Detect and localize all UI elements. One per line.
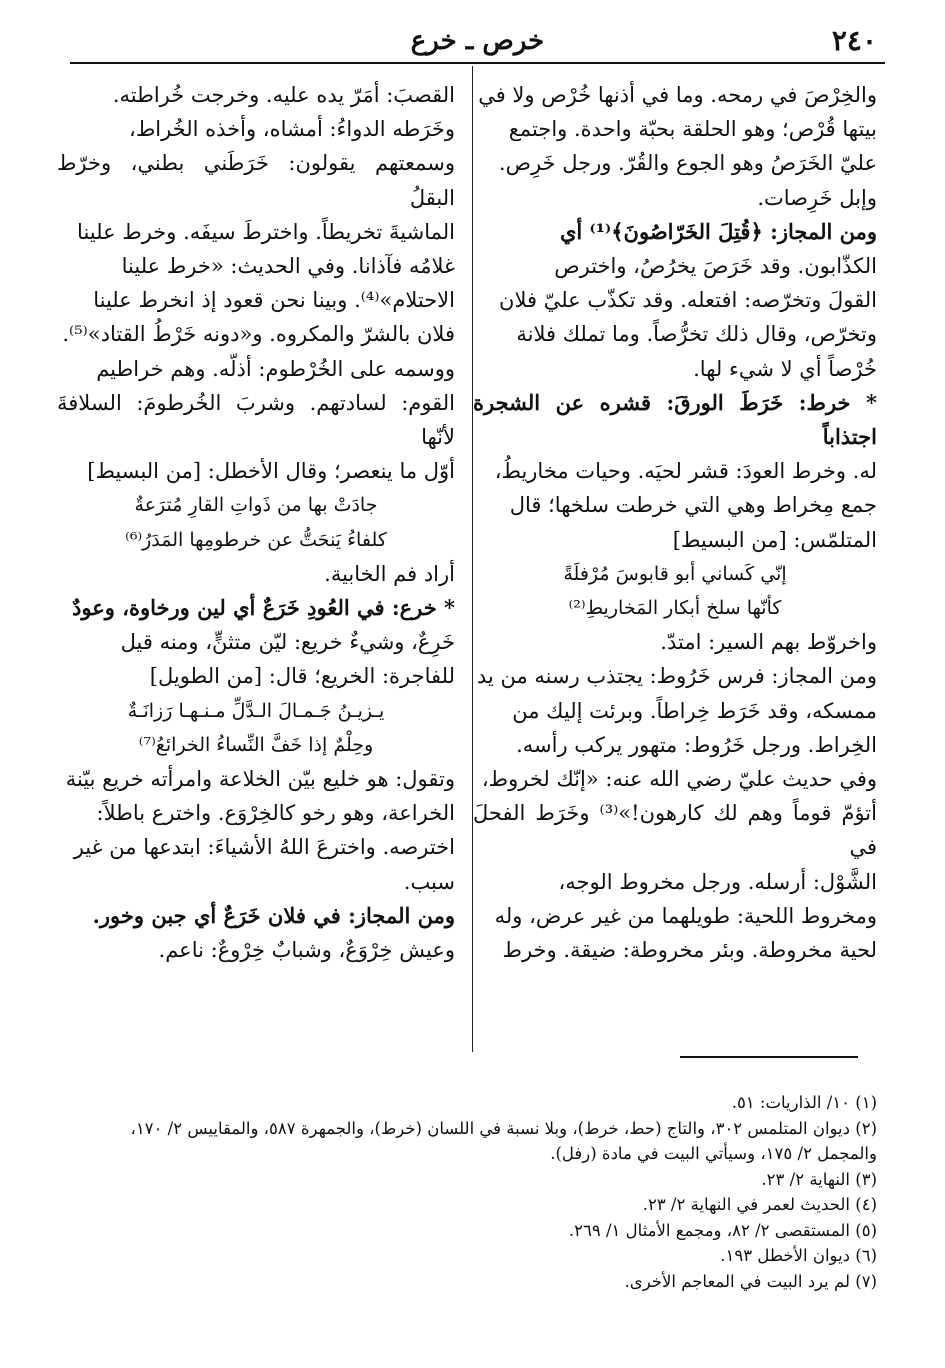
text-line: وسمعتهم يقولون: خَرَطَني بطني، وخرّط البقلُ [57, 151, 455, 210]
running-title: خرص ـ خرع [410, 26, 545, 56]
footnote: (٧) لم يرد البيت في المعاجم الأخرى. [624, 1271, 877, 1291]
footnote: (١) ١٠/ الذاريات: ٥١. [731, 1093, 877, 1112]
header-rule [70, 62, 885, 64]
text-line: غلامُه فآذانا. وفي الحديث: «خرط علينا [121, 254, 455, 279]
entry-heading: * خرع: في العُودِ خَرَعٌ أي لين ورخاوة، وعودٌ [72, 595, 455, 621]
text-line: وإبل خَرِصات. [757, 185, 877, 210]
text-line: أراد فم الخابية. [324, 561, 455, 586]
text-line: القصبَ: أمَرّ يده عليه. وخرجت خُراطته. [112, 83, 455, 107]
text-line: وفي حديث عليّ رضي الله عنه: «إنّك لخروط، [481, 767, 877, 792]
text-line: وتخرّص، وقال ذلك تخرُّصاً. وما تملك فلانة [516, 322, 877, 347]
text-line: واخروّط بهم السير: امتدّ. [660, 630, 877, 655]
text-line: ومن المجاز: ﴿قُتِلَ الخَرّاصُونَ﴾⁽¹⁾ أي [559, 218, 877, 244]
footnote: (٤) الحديث لعمر في النهاية ٢/ ٢٣. [642, 1195, 877, 1214]
text-line: ومخروط اللحية: طويلهما من غير عرض، وله [494, 903, 877, 928]
text-line: لحية مخروطة. وبئر مخروطة: ضيقة. وخرط [502, 938, 877, 963]
text-line: القولَ وتخرّصه: افتعله. وقد تكذّب عليّ فلان [499, 288, 877, 313]
verse-line: وحِلْمٌ إذا خَفَّ النِّساءُ الخرائعُ⁽⁷⁾ [138, 733, 374, 756]
text-line: ممسكه، وقد خَرَط خِراطاً. وبرئت إليك من [512, 698, 877, 723]
text-line: بيتها قُرْص؛ وهو الحلقة بحبّة واحدة. واجتمع [508, 117, 877, 142]
page-header [70, 14, 885, 62]
text-line: جمع مِخراط وهي التي خرطت سلخها؛ قال [509, 493, 877, 518]
text-line: والخِرْصَ في رمحه. وما في أذنها خُرْص ولا في [478, 83, 877, 107]
text-line: خَرِعٌ، وشيءٌ خريع: ليّن متثنٍّ، ومنه قيل [120, 630, 455, 655]
verse-line: كلفاءُ يَنحَتُّ عن خرطومِها المَدَرُ⁽⁶⁾ [125, 528, 387, 551]
footnote-rule [680, 1056, 858, 1058]
text-line: الماشيةَ تخريطاً. واخترطَ سيفَه. وخرط علينا [77, 219, 455, 244]
text-line: الكذّابون. وقد خَرَصَ يخرُصُ، واخترص [554, 254, 877, 279]
text-line: وخَرَطه الدواءُ: أمشاه، وأخذه الخُراط، [129, 117, 455, 142]
right-column [473, 78, 877, 1038]
text-line: للفاجرة: الخريع؛ قال: [من الطويل] [149, 664, 455, 689]
column-divider [472, 66, 473, 1052]
text-line: الخراعة، وهو رخو كالخِرْوَع. واخترع باطلاً: [96, 801, 455, 826]
left-column [57, 78, 455, 1038]
text-line: ومن المجاز: في فلان خَرَعٌ أي جبن وخور. [92, 902, 455, 928]
text-line: سبب. [403, 869, 455, 894]
text-line: فلان بالشرّ والمكروه. و«دونه خَرْطُ القتاد»⁽⁵⁾. [62, 322, 455, 347]
text-line: الخِراط. ورجل خَرُوط: متهور يركب رأسه. [516, 732, 877, 757]
text-line: وتقول: هو خليع بيّن الخلاعة وامرأته خريع بيّنة [65, 767, 455, 792]
verse-line: إنّي كَساني أبو قابوسَ مُرْفلَةً [563, 562, 787, 585]
footnote: (٦) ديوان الأخطل ١٩٣. [720, 1246, 877, 1265]
entry-heading: * خرط: خَرَطَ الورقَ: قشره عن الشجرة اجتذاباً [473, 389, 877, 450]
text-line: له. وخرط العودَ: قشر لحيَه. وحيات مخاريطُ، [494, 459, 877, 484]
text-line: عليّ الخَرَصُ وهو الجوع والقُرّ. ورجل خَرِص. [498, 151, 877, 176]
text-line: اخترصه. واخترعَ اللهُ الأشياءَ: ابتدعها من غير [73, 835, 455, 860]
text-line: أتؤمّ قوماً وهم لك كارهون!»⁽³⁾ وخَرَط الفحلَ في [473, 801, 877, 860]
verse-line: يـزيـنُ جَـمـالَ الـدَّلِّ مـنـهـا رَزانَـةٌ [127, 699, 385, 722]
footnote: (٣) النهاية ٢/ ٢٣. [761, 1169, 877, 1189]
text-line: وعيش خِرْوَعٌ، وشبابٌ خِرْوعٌ: ناعم. [158, 938, 455, 963]
footnote: والمجمل ٢/ ١٧٥، وسيأتي البيت في مادة (رفل). [550, 1144, 877, 1163]
text-line: خُرْصاً أي لا شيء لها. [693, 356, 877, 381]
footnote: (٢) ديوان المتلمس ٣٠٢، والتاج (حط، خرط)، وبلا نسبة في اللسان (خرط)، والجمهرة ٥٨٧، والمقاييس ٢/ ١٧٠، [130, 1118, 877, 1138]
text-line: ومن المجاز: فرس خَرُوط: يجتذب رسنه من يد [476, 664, 877, 689]
text-line: أوّل ما ينعصر؛ وقال الأخطل: [من البسيط] [87, 459, 455, 484]
page-number: ٢٤٠ [831, 24, 877, 57]
text-line: القوم: لسادتهم. وشربَ الخُرطومَ: السلافةَ لأنّها [57, 390, 455, 450]
footnotes [67, 1090, 877, 1294]
text-line: المتلمّس: [من البسيط] [672, 527, 877, 552]
footnote: (٥) المستقصى ٢/ ٨٢، ومجمع الأمثال ١/ ٢٦٩. [568, 1220, 877, 1240]
text-line: ووسمه على الخُرْطوم: أذلّه. وهم خراطيم [96, 356, 455, 381]
verse-line: كأنّها سلخ أبكار المَخاريطِ⁽²⁾ [568, 597, 782, 620]
text-line: الاحتلام»⁽⁴⁾. وبينا نحن قعود إذ انخرط علينا [93, 288, 455, 313]
text-line: الشَّوْل: أرسله. ورجل مخروط الوجه، [558, 869, 877, 894]
verse-line: جادَتْ بها من ذَواتِ القارِ مُترَعةٌ [134, 494, 378, 517]
